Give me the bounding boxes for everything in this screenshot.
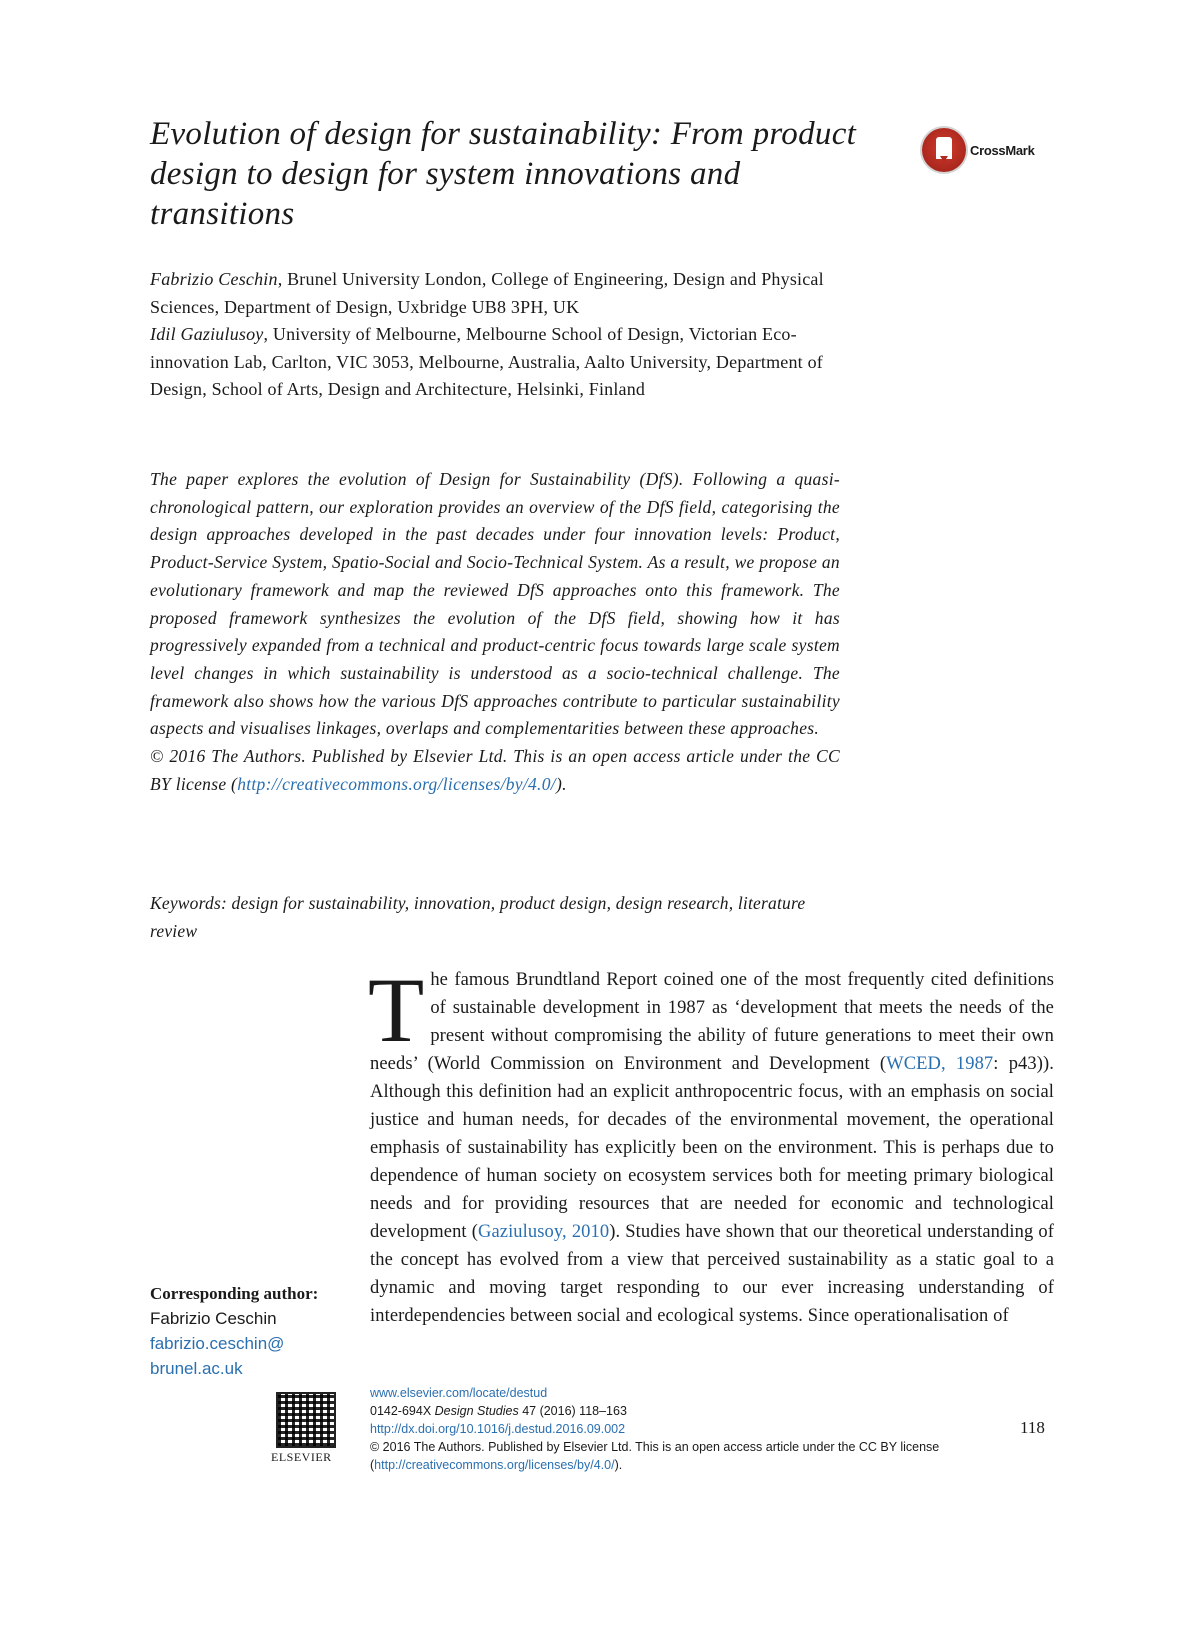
corresponding-name: Fabrizio Ceschin (150, 1309, 277, 1328)
author-entry (150, 266, 840, 321)
body-text-part: : p43)). Although this definition had an explicit anthropocentric focus, with an emphasis on social justice and human needs, for decades of the environmental movement, the operational emphasis of sustainability has explicitly been on the environment. This is perhaps due to dependence of human society on ecosystem services both for meeting primary biological needs and for providing resources that are needed for economic and technological development ( (370, 1054, 1054, 1242)
corresponding-email[interactable]: fabrizio.ceschin@ (150, 1334, 285, 1353)
abstract-text: The paper explores the evolution of Design for Sustainability (DfS). Following a quasi-chronological pattern, our exploration provides an overview of the DfS field, categorising the design approaches developed in the past decades under four innovation levels: Product, Product-Service System, Spatio-Social and Socio-Technical System. As a result, we propose an evolutionary framework and map the reviewed DfS approaches onto this framework. The proposed framework synthesizes the evolution of the DfS field, showing how it has progressively expanded from a technical and product-centric focus towards large scale system level changes in which sustainability is understood as a socio-technical challenge. The framework also shows how the various DfS approaches contribute to particular sustainability aspects and visualises linkages, overlaps and complementarities between these approaches. (150, 469, 840, 739)
corresponding-email-domain[interactable]: brunel.ac.uk (150, 1359, 243, 1378)
doi-link[interactable]: http://dx.doi.org/10.1016/j.destud.2016.09.002 (370, 1422, 626, 1436)
qr-code (276, 1392, 336, 1448)
body-text-part: ). Studies have shown that our theoretical understanding of the concept has evolved from a view that perceived sustainability as a static goal to a dynamic and moving target responding to our ever increasing understanding of interdependencies between social and ecological systems. Since operationalisation of (370, 1222, 1054, 1326)
author-affiliation: , Brunel University London, College of Engineering, Design and Physical Sciences, Department of Design, Uxbridge UB8 3PH, UK (150, 269, 824, 317)
author-entry (150, 321, 840, 404)
paper-title: Evolution of design for sustainability: From product design to design for system innovations and transitions (150, 116, 857, 232)
footer-license-link[interactable]: http://creativecommons.org/licenses/by/4.0/ (374, 1458, 615, 1472)
journal-citation (370, 1402, 1070, 1420)
license-link[interactable]: http://creativecommons.org/licenses/by/4.0/ (237, 773, 556, 794)
body-paragraph (368, 959, 1054, 1330)
copyright-suffix: ). (555, 773, 567, 794)
footer-paren-open: ( (370, 1458, 375, 1472)
corresponding-label: Corresponding author: (150, 1284, 319, 1303)
crossmark-icon (922, 128, 966, 172)
footer-paren-close: ). (614, 1458, 623, 1472)
journal-url[interactable]: www.elsevier.com/locate/destud (370, 1386, 548, 1400)
elsevier-logo: ELSEVIER (271, 1450, 332, 1464)
volume-info: 47 (2016) 118–163 (518, 1404, 627, 1418)
journal-name: Design Studies (434, 1404, 519, 1418)
journal-footer (370, 1384, 1070, 1474)
author-affiliation: , University of Melbourne, Melbourne School of Design, Victorian Eco-innovation Lab, Carlton, VIC 3053, Melbourne, Australia, Aalto University, Department of Design, School of Arts, Design and Architecture, Helsinki, Finland (150, 324, 823, 399)
issn: 0142-694X (370, 1404, 435, 1418)
author-affiliations (150, 266, 840, 404)
citation-link[interactable]: WCED, 1987 (886, 1054, 994, 1074)
footer-license-line (370, 1456, 1070, 1474)
footer-license-text: © 2016 The Authors. Published by Elsevier Ltd. This is an open access article under the CC BY license (370, 1440, 940, 1454)
page-number: 118 (1020, 1418, 1045, 1437)
body-text-part: he famous Brundtland Report coined one of the most frequently cited definitions of sustainable development in 1987 as ‘development that meets the needs of the present without compromising the ability of future generations to meet their own needs’ (World Commission on Environment and Development ( (370, 970, 1054, 1074)
crossmark-badge[interactable] (922, 128, 1035, 172)
author-name: Fabrizio Ceschin (150, 269, 278, 289)
citation-link[interactable]: Gaziulusoy, 2010 (477, 1222, 610, 1242)
crossmark-label: CrossMark (970, 142, 1035, 158)
drop-cap: T (368, 959, 425, 1061)
abstract (150, 466, 840, 798)
abstract-copyright (150, 743, 840, 798)
keywords: Keywords: design for sustainability, innovation, product design, design research, literature review (150, 893, 806, 941)
copyright-text: © 2016 The Authors. Published by Elsevier Ltd. This is an open access article under the CC BY license ( (150, 746, 840, 794)
corresponding-author (150, 1281, 350, 1381)
author-name: Idil Gaziulusoy (150, 324, 264, 344)
